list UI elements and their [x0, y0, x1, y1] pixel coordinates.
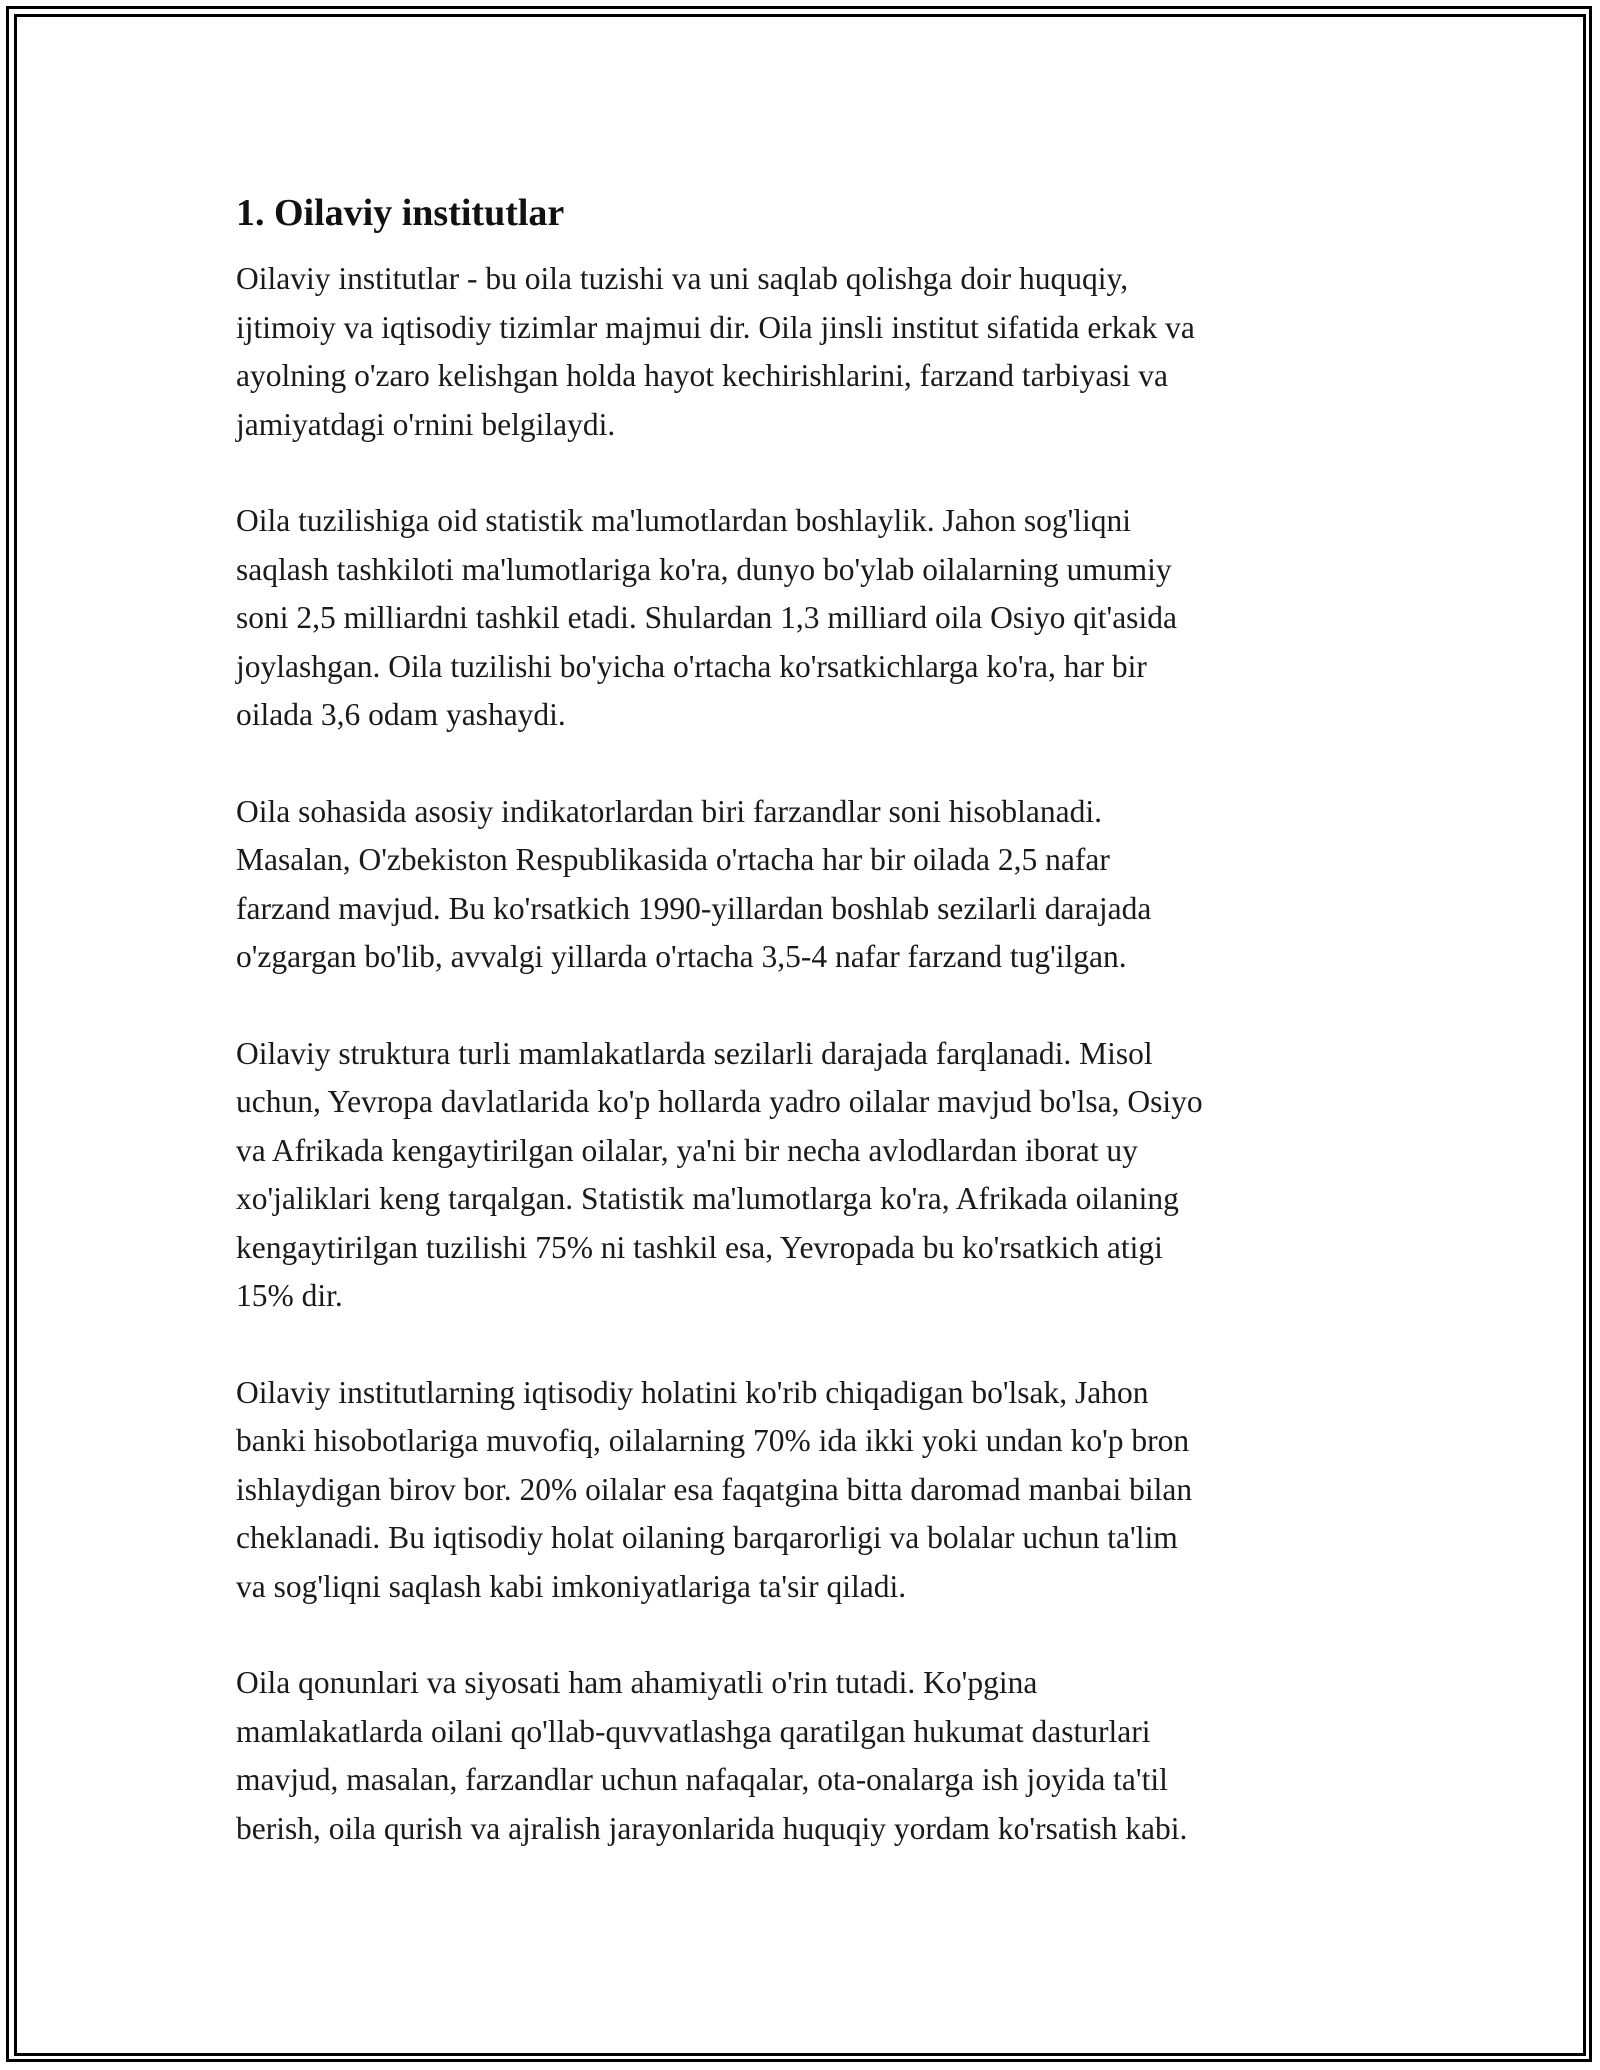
- text-line: Oilaviy struktura turli mamlakatlarda sezilarli darajada farqlanadi. Misol: [236, 1035, 1153, 1071]
- text-line: Oila qonunlari va siyosati ham ahamiyatli o'rin tutadi. Ko'pgina: [236, 1665, 1038, 1700]
- text-line: mavjud, masalan, farzandlar uchun nafaqalar, ota-onalarga ish joyida ta'til: [236, 1762, 1168, 1797]
- paragraph-2: [236, 497, 1376, 740]
- text-line: ishlaydigan birov bor. 20% oilalar esa faqatgina bitta daromad manbai bilan: [236, 1471, 1193, 1507]
- text-line: ijtimoiy va iqtisodiy tizimlar majmui dir. Oila jinsli institut sifatida erkak va: [236, 309, 1195, 345]
- paragraph-6: [236, 1659, 1376, 1853]
- paragraph-5: [236, 1369, 1376, 1612]
- text-line: cheklanadi. Bu iqtisodiy holat oilaning barqarorligi va bolalar uchun ta'lim: [236, 1520, 1178, 1555]
- text-line: saqlash tashkiloti ma'lumotlariga ko'ra, dunyo bo'ylab oilalarning umumiy: [236, 551, 1172, 587]
- paragraph-1: [236, 255, 1376, 449]
- text-line: joylashgan. Oila tuzilishi bo'yicha o'rtacha ko'rsatkichlarga ko'ra, har bir: [236, 648, 1147, 684]
- text-line: kengaytirilgan tuzilishi 75% ni tashkil esa, Yevropada bu ko'rsatkich atigi: [236, 1229, 1163, 1265]
- text-line: Masalan, O'zbekiston Respublikasida o'rtacha har bir oilada 2,5 nafar: [236, 842, 1110, 877]
- text-line: banki hisobotlariga muvofiq, oilalarning 70% ida ikki yoki undan ko'p bron: [236, 1423, 1190, 1458]
- paragraph-4: [236, 1030, 1376, 1321]
- text-line: Oila sohasida asosiy indikatorlardan biri farzandlar soni hisoblanadi.: [236, 793, 1103, 829]
- text-line: ayolning o'zaro kelishgan holda hayot kechirishlarini, farzand tarbiyasi va: [236, 358, 1168, 393]
- text-line: mamlakatlarda oilani qo'llab-quvvatlashga qaratilgan hukumat dasturlari: [236, 1713, 1151, 1749]
- text-line: farzand mavjud. Bu ko'rsatkich 1990-yillardan boshlab sezilarli darajada: [236, 890, 1152, 926]
- text-line: xo'jaliklari keng tarqalgan. Statistik ma'lumotlarga ko'ra, Afrikada oilaning: [236, 1181, 1179, 1216]
- text-line: Oilaviy institutlarning iqtisodiy holatini ko'rib chiqadigan bo'lsak, Jahon: [236, 1374, 1149, 1410]
- text-line: 15% dir.: [236, 1278, 343, 1313]
- text-line: soni 2,5 milliardni tashkil etadi. Shulardan 1,3 milliard oila Osiyo qit'asida: [236, 600, 1177, 635]
- text-line: berish, oila qurish va ajralish jarayonlarida huquqiy yordam ko'rsatish kabi.: [236, 1810, 1188, 1846]
- paragraph-3: [236, 788, 1376, 982]
- text-line: uchun, Yevropa davlatlarida ko'p hollarda yadro oilalar mavjud bo'lsa, Osiyo: [236, 1084, 1203, 1119]
- text-line: va sog'liqni saqlash kabi imkoniyatlariga ta'sir qiladi.: [236, 1568, 907, 1604]
- text-line: oilada 3,6 odam yashaydi.: [236, 697, 566, 732]
- text-line: o'zgargan bo'lib, avvalgi yillarda o'rtacha 3,5-4 nafar farzand tug'ilgan.: [236, 939, 1127, 974]
- page-title: 1. Oilaviy institutlar: [236, 192, 565, 234]
- text-line: va Afrikada kengaytirilgan oilalar, ya'ni bir necha avlodlardan iborat uy: [236, 1132, 1138, 1168]
- text-line: Oila tuzilishiga oid statistik ma'lumotlardan boshlaylik. Jahon sog'liqni: [236, 503, 1132, 538]
- document-body: [236, 185, 1376, 1901]
- text-line: jamiyatdagi o'rnini belgilaydi.: [236, 406, 616, 442]
- text-line: Oilaviy institutlar - bu oila tuzishi va uni saqlab qolishga doir huquqiy,: [236, 261, 1129, 296]
